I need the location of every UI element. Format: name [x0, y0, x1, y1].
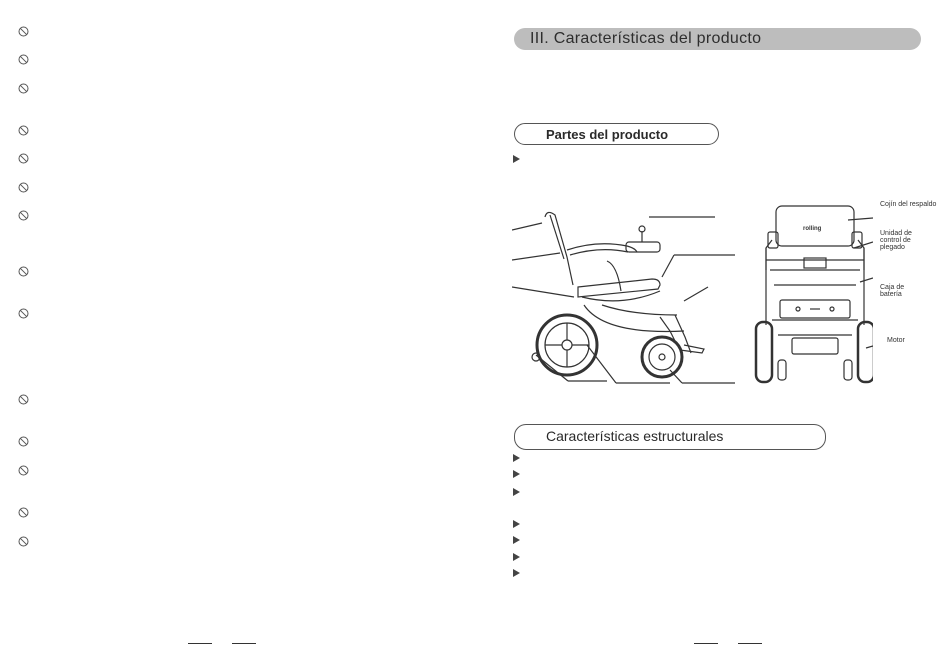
prohibition-icon — [18, 210, 29, 221]
triangle-bullet-icon — [513, 155, 520, 163]
triangle-bullet-icon — [513, 454, 520, 462]
section-header-bar — [514, 28, 921, 50]
structural-heading-pill — [514, 424, 826, 450]
prohibition-icon — [18, 266, 29, 277]
prohibition-icon — [18, 83, 29, 94]
triangle-bullet-icon — [513, 569, 520, 577]
prohibition-icon — [18, 153, 29, 164]
brand-mark: rolling — [803, 226, 822, 232]
prohibition-icon — [18, 125, 29, 136]
prohibition-icon — [18, 465, 29, 476]
structural-heading: Características estructurales — [546, 428, 724, 444]
callout-motor: Motor — [887, 337, 905, 344]
triangle-bullet-icon — [513, 520, 520, 528]
prohibition-icon — [18, 54, 29, 65]
section-title: III. Características del producto — [530, 30, 762, 47]
prohibition-icon — [18, 308, 29, 319]
triangle-bullet-icon — [513, 536, 520, 544]
callout-backrest-cushion: Cojín del respaldo — [880, 201, 937, 208]
triangle-bullet-icon — [513, 553, 520, 561]
footer-rule — [232, 643, 256, 644]
prohibition-icon — [18, 507, 29, 518]
prohibition-icon — [18, 182, 29, 193]
wheelchair-side-view-diagram — [512, 205, 737, 390]
triangle-bullet-icon — [513, 470, 520, 478]
wheelchair-rear-view-diagram — [748, 200, 873, 390]
footer-rule — [738, 643, 762, 644]
parts-heading: Partes del producto — [546, 127, 669, 142]
prohibition-icon — [18, 394, 29, 405]
callout-folding-control: Unidad de control de plegado — [880, 230, 912, 251]
prohibition-icon — [18, 536, 29, 547]
prohibition-icon — [18, 436, 29, 447]
triangle-bullet-icon — [513, 488, 520, 496]
prohibition-icon — [18, 26, 29, 37]
footer-rule — [694, 643, 718, 644]
callout-battery-box: Caja de batería — [880, 284, 905, 298]
footer-rule — [188, 643, 212, 644]
parts-heading-pill — [514, 123, 719, 145]
